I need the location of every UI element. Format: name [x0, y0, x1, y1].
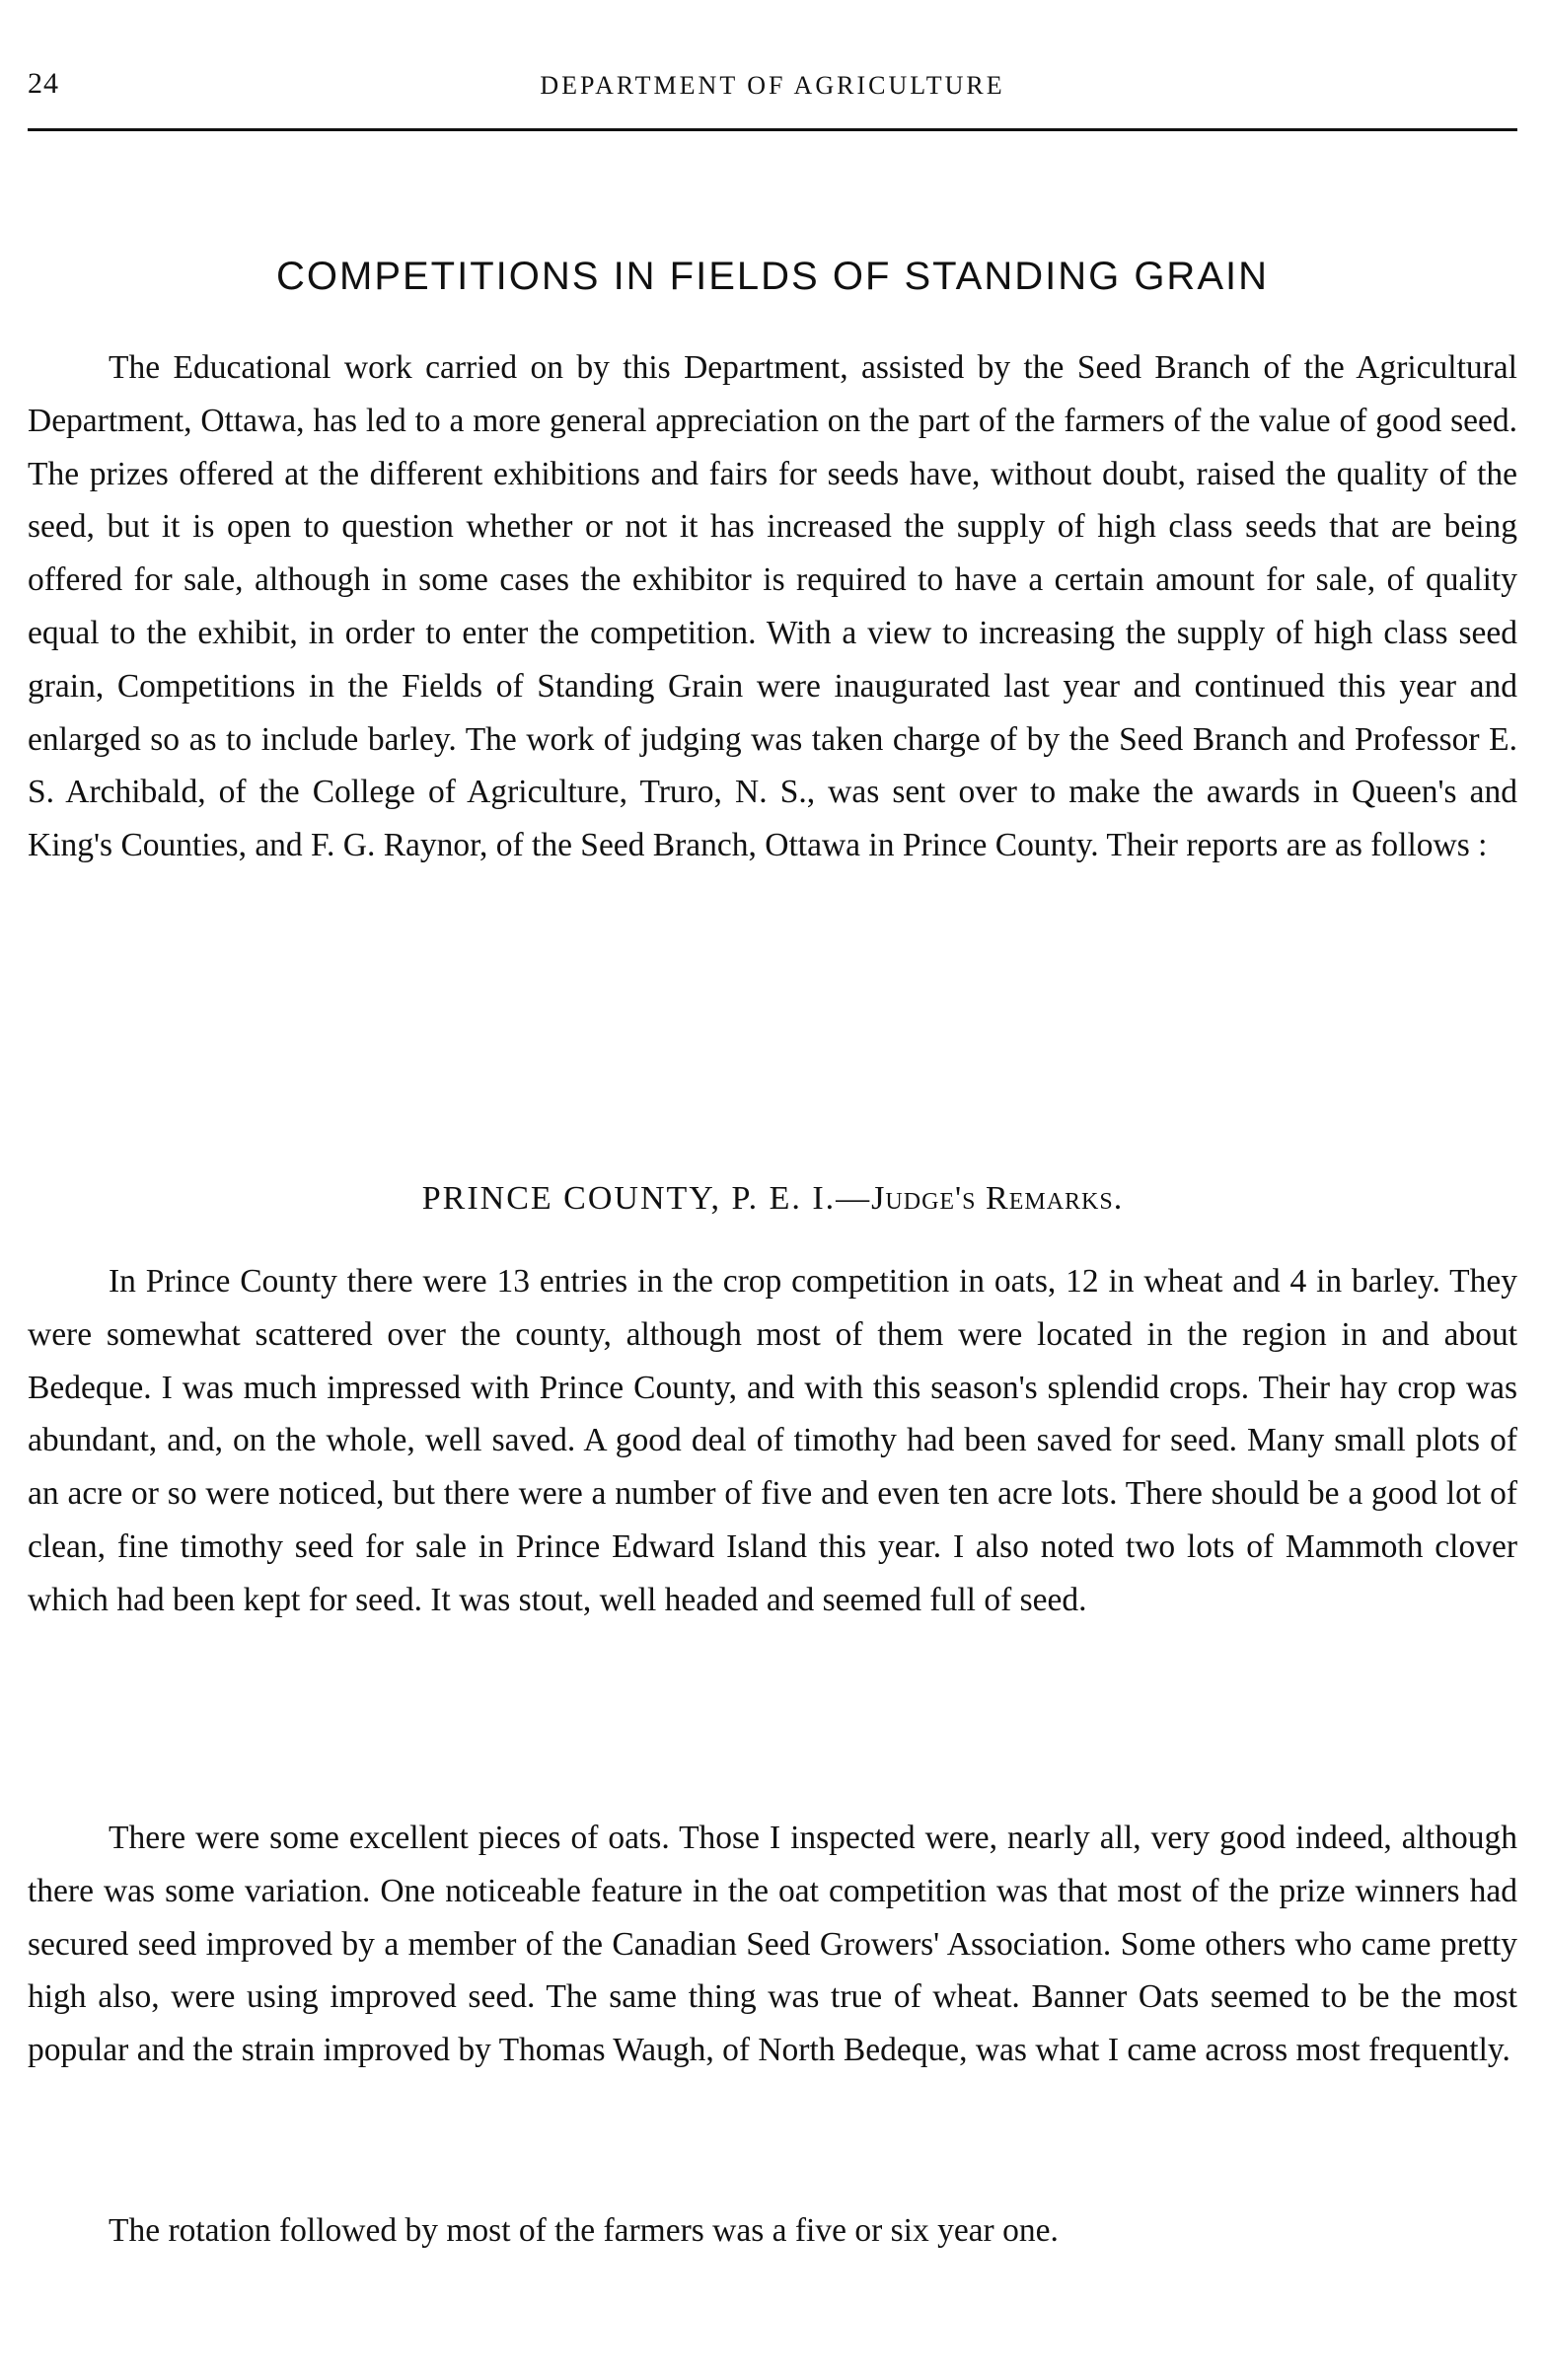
prince-county-paragraph-2: There were some excellent pieces of oats. Those I inspected were, nearly all, very good indeed, although there was some variation. One noticeable feature in the oat competition was that most of the prize winners had secured seed improved by a member of the Canadian Seed Growers' Association. Some others who came pretty high also, were using improved seed. The same thing was true of wheat. Banner Oats seemed to be the most popular and the strain improved by Thomas Waugh, of North Bedeque, was what I came across most frequently.	[28, 1820, 1517, 2069]
document-page	[28, 0, 1517, 2380]
section-title: COMPETITIONS IN FIELDS OF STANDING GRAIN	[276, 255, 1269, 298]
running-title: DEPARTMENT OF AGRICULTURE	[540, 71, 1005, 100]
intro-paragraph: The Educational work carried on by this Department, assisted by the Seed Branch of the Agricultural Department, Ottawa, has led to a more general appreciation on the part of the farmers of the value of good seed. The prizes offered at the different exhibitions and fairs for seeds have, without doubt, raised the quality of the seed, but it is open to question whether or not it has increased the supply of high class seeds that are being offered for sale, although in some cases the exhibitor is required to have a certain amount for sale, of quality equal to the exhibit, in order to enter the competition. With a view to increasing the supply of high class seed grain, Competitions in the Fields of Standing Grain were inaugurated last year and continued this year and enlarged so as to include barley. The work of judging was taken charge of by the Seed Branch and Professor E. S. Archibald, of the College of Agriculture, Truro, N. S., was sent over to make the awards in Queen's and King's Counties, and F. G. Raynor, of the Seed Branch, Ottawa in Prince County. Their reports are as follows :	[28, 349, 1517, 864]
subheading-prince-county	[28, 1180, 1517, 1218]
page-number: 24	[28, 67, 59, 100]
running-head	[28, 67, 1517, 107]
prince-county-paragraph-3: The rotation followed by most of the farmers was a five or six year one.	[109, 2212, 1059, 2249]
header-rule	[28, 128, 1517, 131]
subheading-place: PRINCE COUNTY, P. E. I.—	[421, 1180, 872, 1217]
prince-county-paragraph-1: In Prince County there were 13 entries in the crop competition in oats, 12 in wheat and 4 in barley. They were somewhat scattered over the county, although most of them were located in the region in and about Bedeque. I was much impressed with Prince County, and with this season's splendid crops. Their hay crop was abundant, and, on the whole, well saved. A good deal of timothy had been saved for seed. Many small plots of an acre or so were noticed, but there were a number of five and even ten acre lots. There should be a good lot of clean, fine timothy seed for sale in Prince Edward Island this year. I also noted two lots of Mammoth clover which had been kept for seed. It was stout, well headed and seemed full of seed.	[28, 1263, 1517, 1618]
subheading-remarks: Judge's Remarks.	[871, 1180, 1124, 1217]
